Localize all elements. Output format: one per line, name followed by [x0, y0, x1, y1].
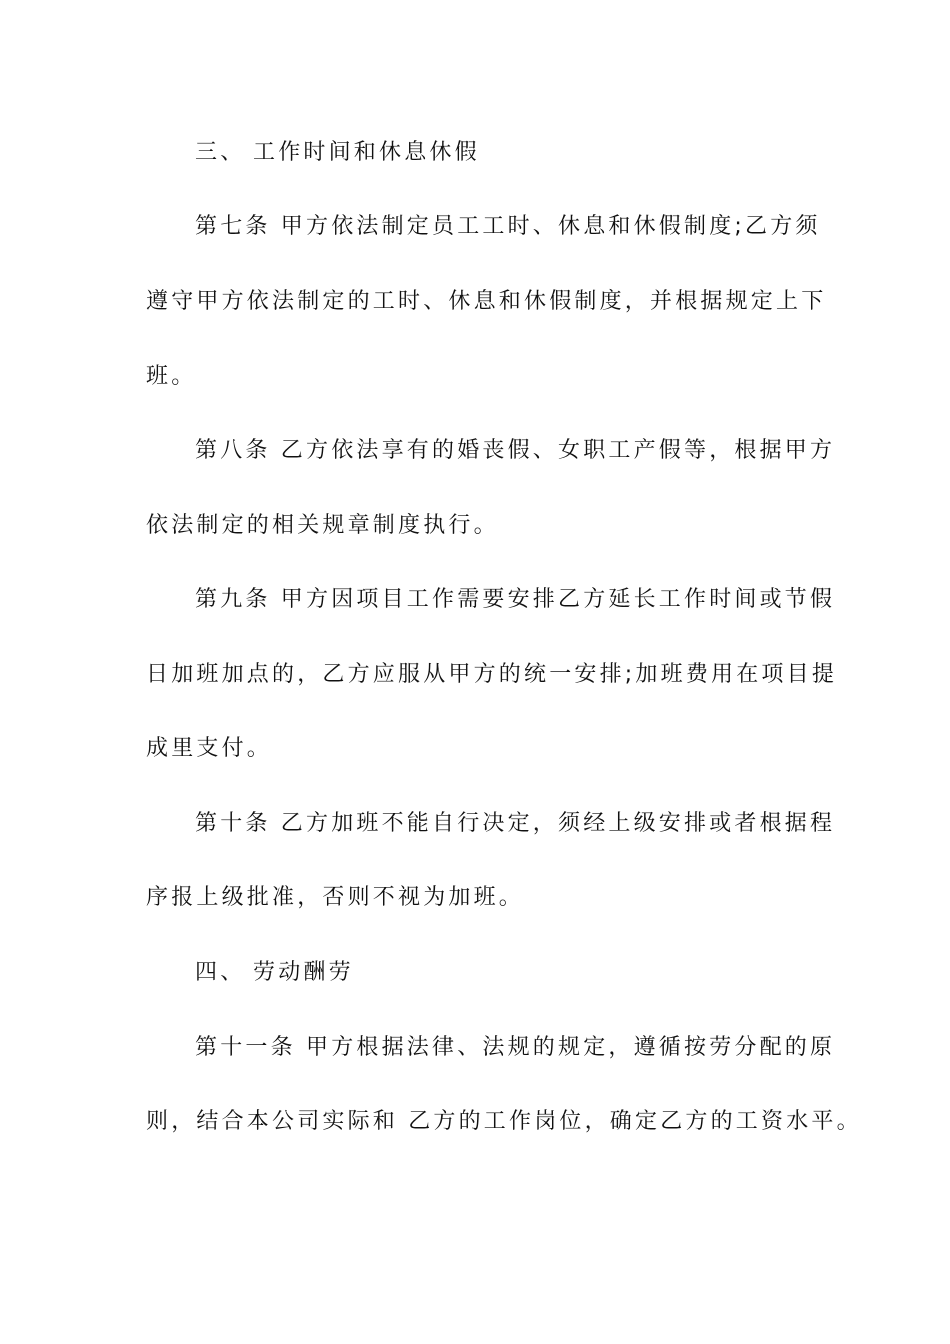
section-title: 劳动酬劳 — [253, 960, 354, 985]
section-title: 工作时间和休息休假 — [253, 140, 480, 165]
article-10-line-2: 序报上级批准，否则不视为加班。 — [146, 885, 525, 910]
section-heading-4 — [195, 958, 354, 988]
article-8-line-1: 第八条 乙方依法享有的婚丧假、女职工产假等，根据甲方 — [195, 438, 836, 463]
section-number: 四、 — [195, 960, 246, 985]
article-7-line-2: 遵守甲方依法制定的工时、休息和休假制度，并根据规定上下 — [146, 289, 827, 314]
article-9-line-3: 成里支付。 — [146, 736, 273, 761]
section-heading-3 — [195, 138, 480, 168]
article-7-line-3: 班。 — [146, 364, 197, 389]
article-11-line-1: 第十一条 甲方根据法律、法规的规定，遵循按劳分配的原 — [195, 1035, 836, 1060]
article-8-line-2: 依法制定的相关规章制度执行。 — [146, 513, 499, 538]
article-9-line-2: 日加班加点的，乙方应服从甲方的统一安排;加班费用在项目提 — [146, 662, 838, 687]
article-10-line-1: 第十条 乙方加班不能自行决定，须经上级安排或者根据程 — [195, 811, 836, 836]
section-number: 三、 — [195, 140, 246, 165]
article-11-line-2: 则，结合本公司实际和 乙方的工作岗位，确定乙方的工资水平。 — [146, 1109, 862, 1134]
article-9-line-1: 第九条 甲方因项目工作需要安排乙方延长工作时间或节假 — [195, 587, 836, 612]
article-7-line-1: 第七条 甲方依法制定员工工时、休息和休假制度;乙方须 — [195, 214, 821, 239]
